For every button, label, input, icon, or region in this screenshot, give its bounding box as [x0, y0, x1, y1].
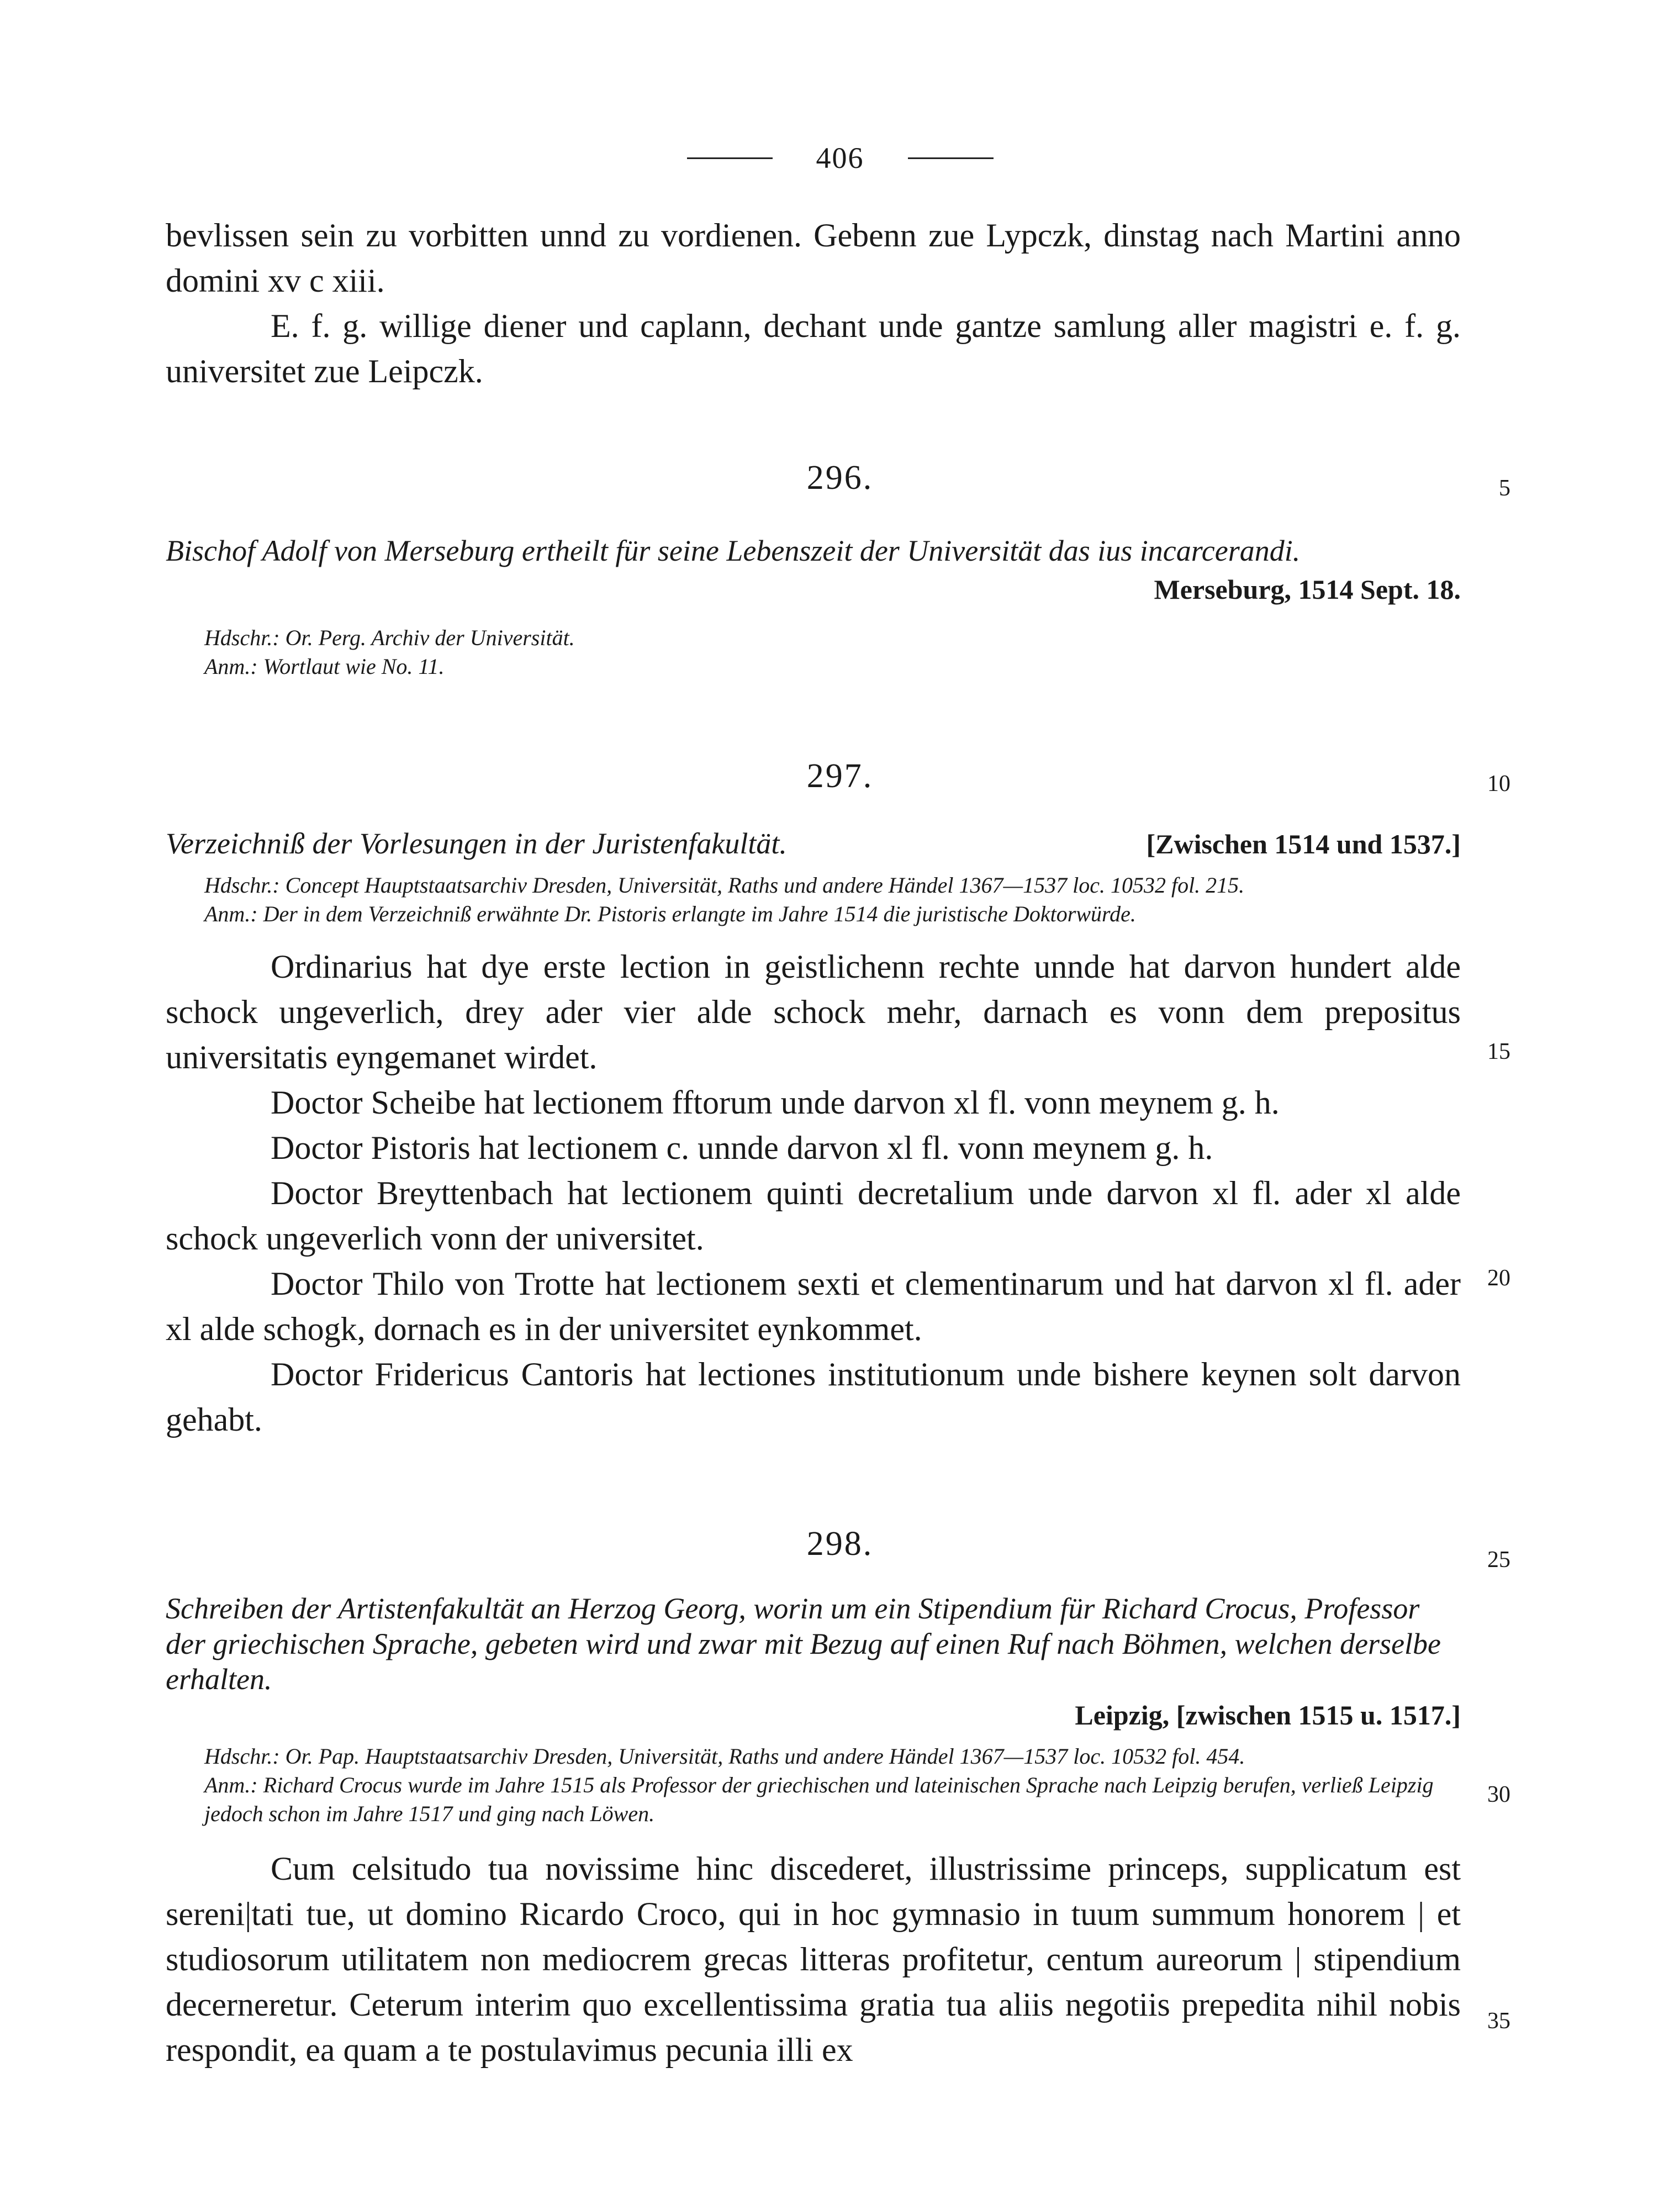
anm-label: Anm.: — [204, 1773, 258, 1797]
section-297-place-date: [Zwischen 1514 und 1537.] — [1146, 829, 1461, 859]
paragraph: Doctor Scheibe hat lectionem fftorum unde darvon xl fl. vonn meynem g. h. — [271, 1084, 1280, 1121]
section-297-body — [166, 944, 1461, 1442]
anm-text: Wortlaut wie No. 11. — [263, 654, 445, 679]
page-number: 406 — [816, 141, 864, 175]
hdschr-text: Concept Hauptstaatsarchiv Dresden, Universität, Raths und andere Händel 1367—1537 loc. 10532 fol. 215. — [285, 873, 1245, 898]
section-298-hdschr — [166, 1742, 1461, 1771]
header-rule-left — [687, 157, 773, 159]
section-296 — [166, 533, 1461, 681]
section-297-anm — [166, 900, 1461, 929]
hdschr-text: Or. Pap. Hauptstaatsarchiv Dresden, Universität, Raths und andere Händel 1367—1537 loc. 10532 fol. 454. — [285, 1744, 1245, 1769]
intro-block — [166, 213, 1461, 394]
section-296-hdschr — [166, 624, 1461, 652]
paragraph: Ordinarius hat dye erste lection in geistlichenn rechte unnde hat darvon hundert alde schock ungeverlich, drey ader vier alde schock mehr, darnach es vonn dem prepositus universitatis eyngemanet wirdet. — [166, 948, 1461, 1075]
anm-text: Der in dem Verzeichniß erwähnte Dr. Pistoris erlangte im Jahre 1514 die juristische Doktorwürde. — [263, 901, 1136, 926]
section-296-number: 296. — [806, 459, 874, 497]
paragraph: Doctor Breyttenbach hat lectionem quinti decretalium unde darvon xl fl. ader xl alde schock ungeverlich vonn der universitet. — [166, 1175, 1461, 1257]
page-header — [0, 141, 1680, 175]
intro-line-2: E. f. g. willige diener und caplann, dechant unde gantze samlung aller magistri e. f. g. universitet zue Leipczk. — [166, 308, 1461, 389]
paragraph: Doctor Pistoris hat lectionem c. unnde darvon xl fl. vonn meynem g. h. — [271, 1130, 1213, 1166]
paragraph: Doctor Fridericus Cantoris hat lectiones institutionum unde bishere keynen solt darvon gehabt. — [166, 1356, 1461, 1438]
section-297-regest: Verzeichniß der Vorlesungen in der Juristenfakultät. — [166, 827, 787, 860]
line-number: 35 — [1487, 2008, 1510, 2034]
line-number: 10 — [1487, 771, 1510, 797]
hdschr-label: Hdschr.: — [204, 1744, 280, 1769]
section-298-number: 298. — [806, 1525, 874, 1563]
paragraph: Doctor Thilo von Trotte hat lectionem sexti et clementinarum und hat darvon xl fl. ader xl alde schogk, dornach es in der universitet eynkommet. — [166, 1265, 1461, 1347]
line-number: 20 — [1487, 1265, 1510, 1291]
section-298 — [166, 1591, 1461, 2072]
section-297 — [166, 826, 1461, 1442]
section-296-place-date: Merseburg, 1514 Sept. 18. — [1154, 574, 1461, 605]
section-298-paragraph: Cum celsitudo tua novissime hinc discederet, illustrissime princeps, supplicatum est sereni|tati tue, ut domino Ricardo Croco, qui in hoc gymnasio in tuum summum honorem | et studiosorum utilitatem non mediocrem grecas litteras profitetur, centum aureorum | stipendium decerneretur. Ceterum interim quo excellentissima gratia tua aliis negotiis prepedita nihil nobis respondit, ea quam a te postulavimus pecunia illi ex — [166, 1850, 1461, 2068]
line-number: 25 — [1487, 1547, 1510, 1573]
intro-line-1: bevlissen sein zu vorbitten unnd zu vordienen. Gebenn zue Lypczk, dinstag nach Martini anno domini xv c xiii. — [166, 217, 1461, 299]
header-rule-right — [908, 157, 994, 159]
section-298-place-date: Leipzig, [zwischen 1515 u. 1517.] — [1075, 1700, 1461, 1731]
anm-label: Anm.: — [204, 901, 258, 926]
hdschr-text: Or. Perg. Archiv der Universität. — [285, 625, 575, 650]
section-297-number: 297. — [806, 757, 874, 795]
section-297-hdschr — [166, 871, 1461, 900]
hdschr-label: Hdschr.: — [204, 873, 280, 898]
anm-text: Richard Crocus wurde im Jahre 1515 als Professor der griechischen und lateinischen Sprache nach Leipzig berufen, verließ Leipzig jedoch schon im Jahre 1517 und ging nach Löwen. — [204, 1773, 1434, 1826]
anm-label: Anm.: — [204, 654, 258, 679]
line-number: 5 — [1499, 476, 1510, 501]
section-296-regest: Bischof Adolf von Merseburg ertheilt für seine Lebenszeit der Universität das ius incarcerandi. — [166, 534, 1301, 567]
section-296-anm — [166, 652, 1461, 681]
section-298-anm — [166, 1771, 1461, 1828]
line-number: 30 — [1487, 1782, 1510, 1807]
line-number: 15 — [1487, 1039, 1510, 1064]
hdschr-label: Hdschr.: — [204, 625, 280, 650]
section-298-regest: Schreiben der Artistenfakultät an Herzog Georg, worin um ein Stipendium für Richard Crocus, Professor der griechischen Sprache, gebeten wird und zwar mit Bezug auf einen Ruf nach Böhmen, welchen derselbe erhalten. — [166, 1592, 1441, 1696]
